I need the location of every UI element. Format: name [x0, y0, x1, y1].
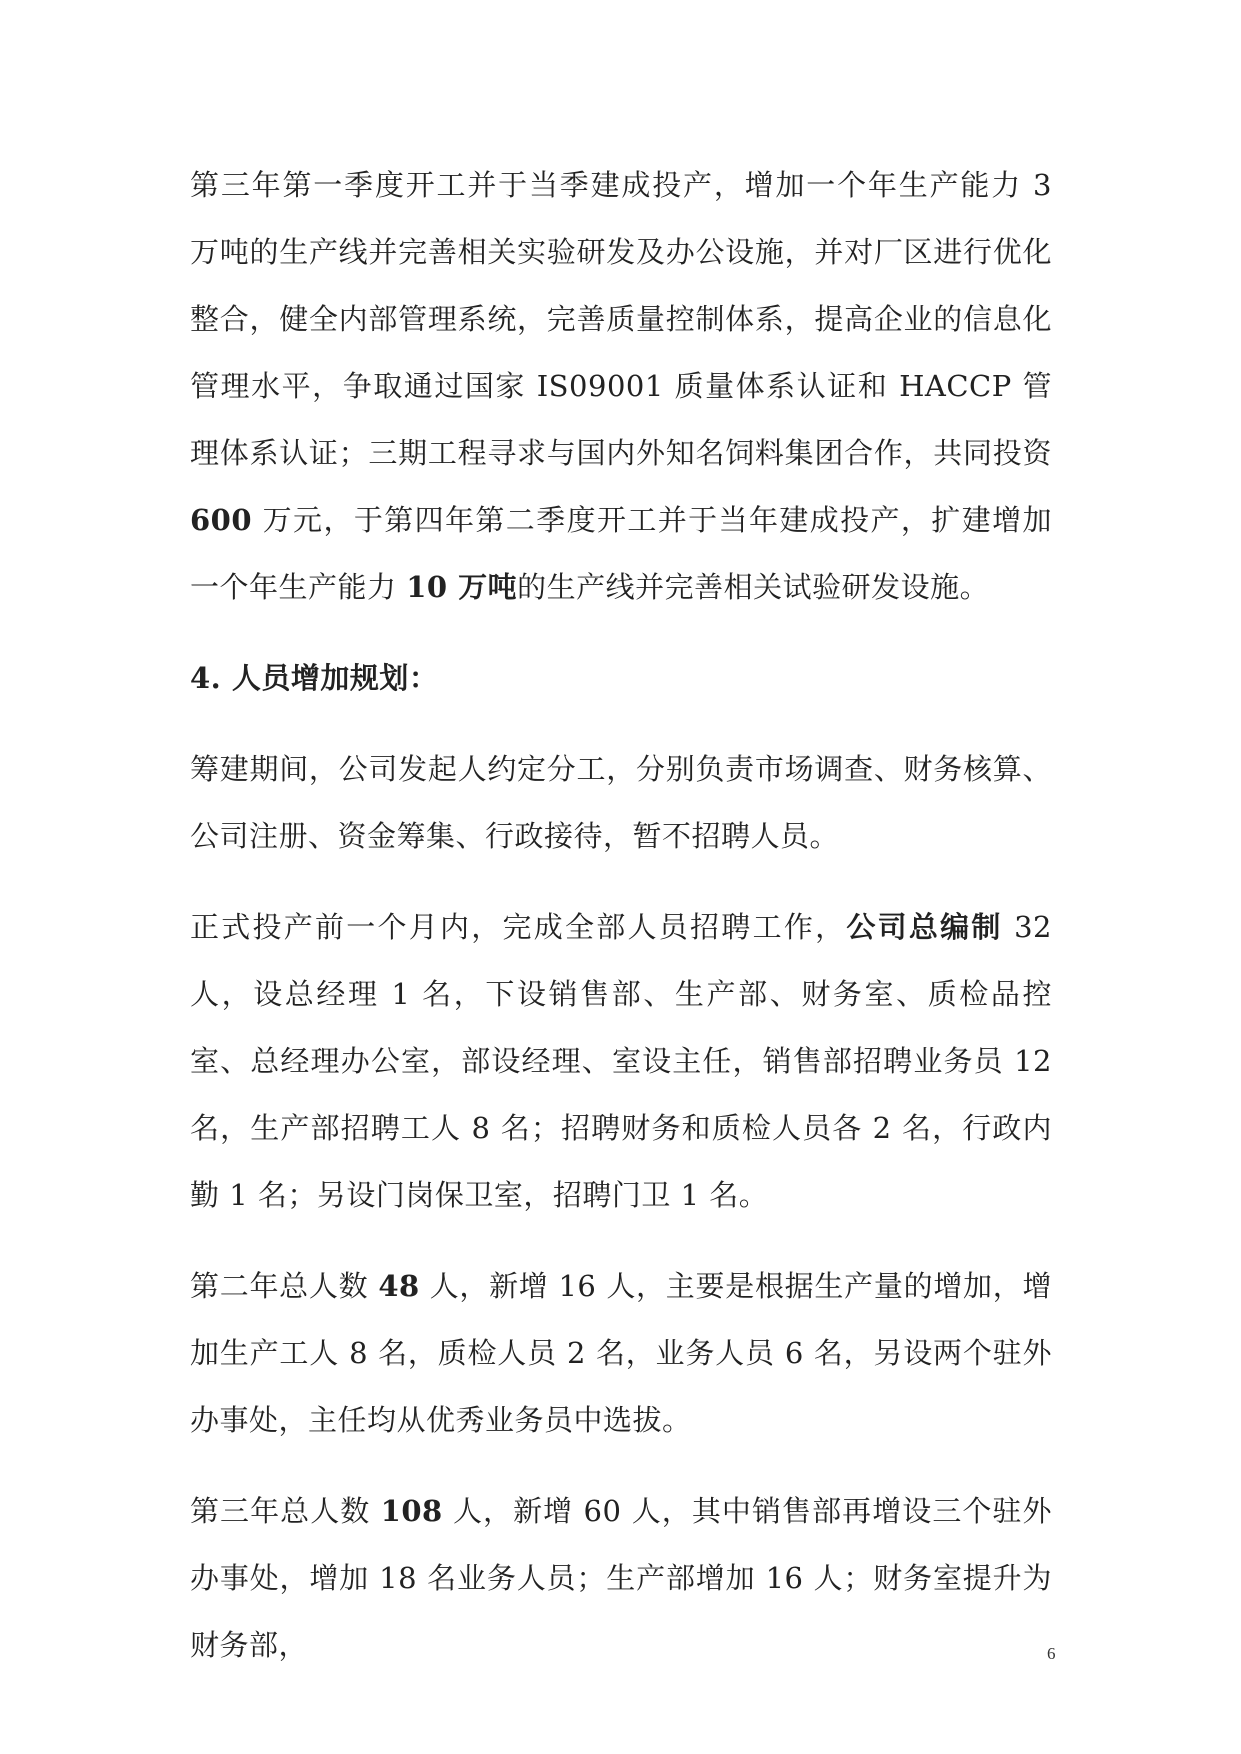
- text-run: 第三年总人数: [190, 1494, 381, 1528]
- bold-headcount: 48: [378, 1269, 420, 1303]
- text-run: 万元，于第四年第二季度开工并于当年建成投产，扩建增加一个年生产能力: [190, 503, 1052, 604]
- body-text: [190, 152, 1052, 1703]
- page-number: 6: [1047, 1644, 1056, 1663]
- section-heading: 4. 人员增加规划：: [190, 661, 439, 695]
- bold-headcount: 108: [380, 1494, 443, 1528]
- paragraph-phase-plan: [190, 152, 1052, 621]
- paragraph-year-two: [190, 1253, 1052, 1454]
- text-run: 人，新增 60 人，其中销售部再增设三个驻外办事处，增加 18 名业务人员；生产部增加 16 人；财务室提升为财务部，: [190, 1494, 1052, 1662]
- text-run: 正式投产前一个月内，完成全部人员招聘工作，: [190, 910, 847, 944]
- paragraph-staffing: [190, 894, 1052, 1229]
- text-run: 的生产线并完善相关试验研发设施。: [517, 570, 990, 604]
- text-run: 第二年总人数: [190, 1269, 379, 1303]
- text-run: 人，新增 16 人，主要是根据生产量的增加，增加生产工人 8 名，质检人员 2 名，业务人员 6 名，另设两个驻外办事处，主任均从优秀业务员中选拔。: [190, 1269, 1052, 1437]
- bold-capacity: 10 万吨: [406, 570, 518, 604]
- text-run: 第三年第一季度开工并于当季建成投产，增加一个年生产能力 3 万吨的生产线并完善相关实验研发及办公设施，并对厂区进行优化整合，健全内部管理系统，完善质量控制体系，提高企业的信息化管理水平，争取通过国家 IS09001 质量体系认证和 HACCP 管理体系认证；三期工程寻求与国内外知名饲料集团合作，共同投资: [190, 168, 1052, 470]
- paragraph-year-three: [190, 1478, 1052, 1679]
- bold-total-staff: 公司总编制: [846, 910, 1003, 944]
- paragraph-preparation: 筹建期间，公司发起人约定分工，分别负责市场调查、财务核算、公司注册、资金筹集、行政接待，暂不招聘人员。: [190, 752, 1052, 853]
- bold-amount: 600: [190, 503, 253, 537]
- text-run: 32 人，设总经理 1 名，下设销售部、生产部、财务室、质检品控室、总经理办公室，部设经理、室设主任，销售部招聘业务员 12 名，生产部招聘工人 8 名；招聘财务和质检人员各 2 名，行政内勤 1 名；另设门岗保卫室，招聘门卫 1 名。: [190, 910, 1052, 1212]
